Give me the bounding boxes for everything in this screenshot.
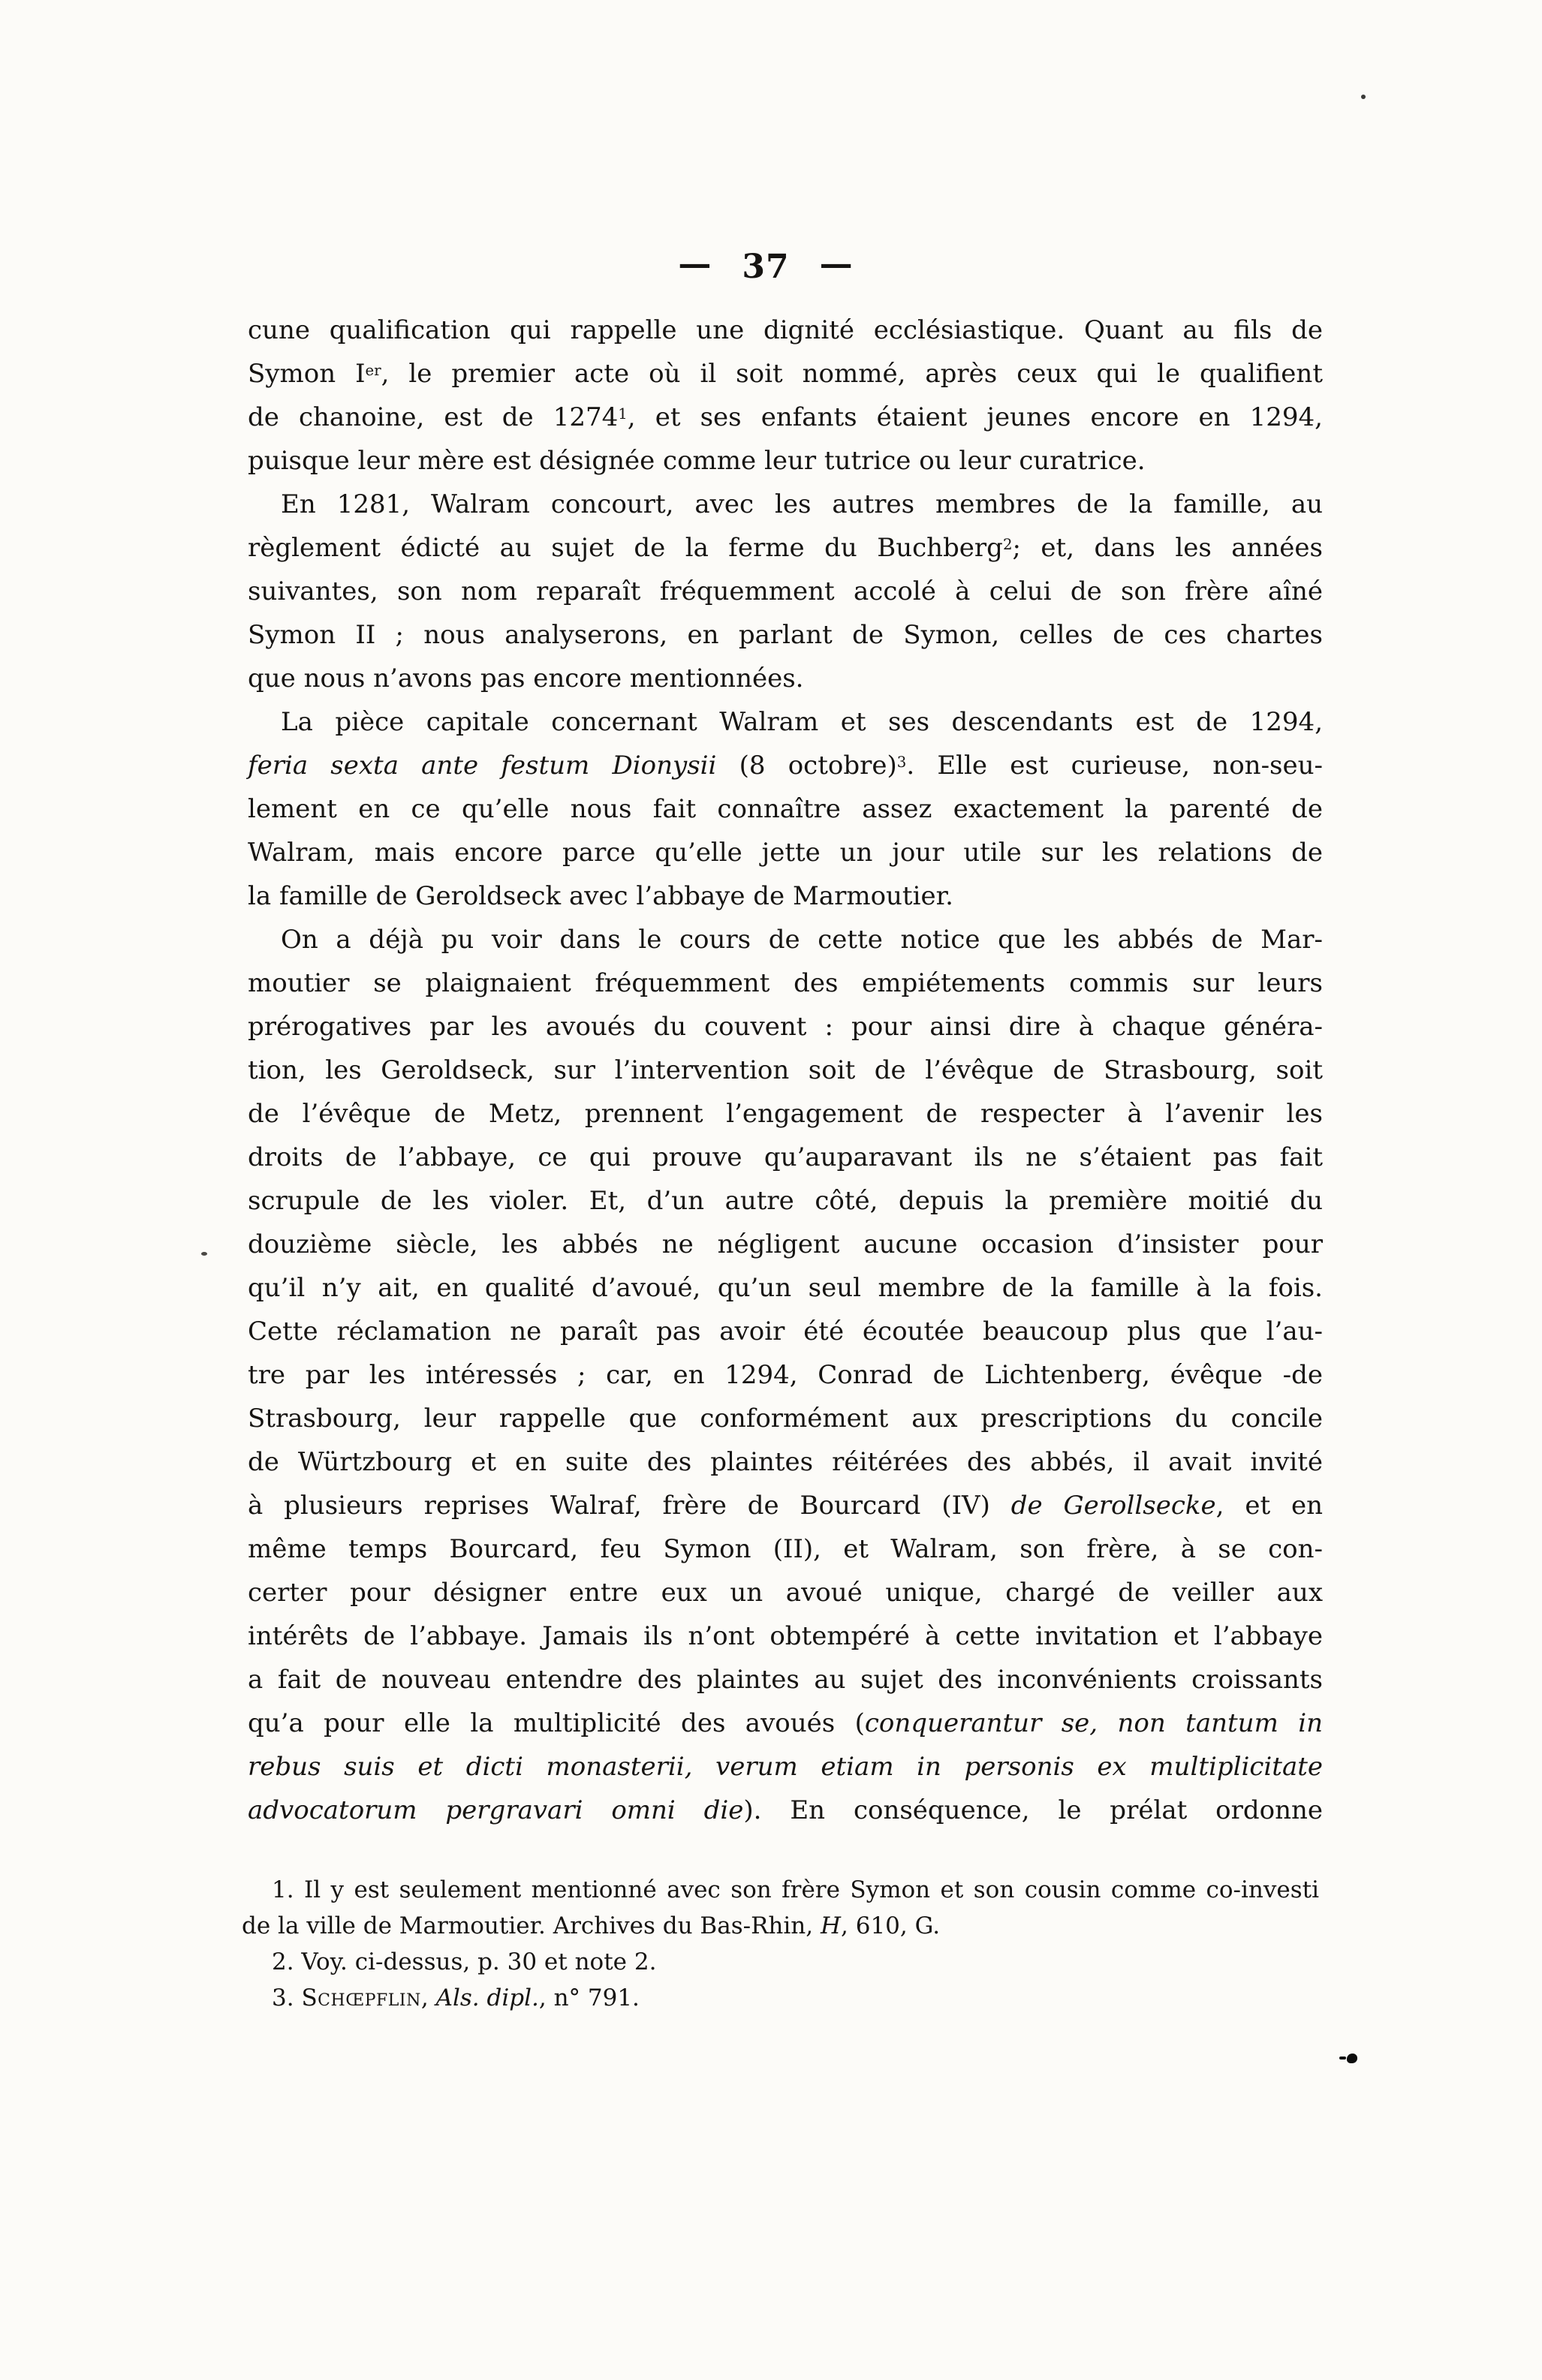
text-line: Walram, mais encore parce qu’elle jette un jour utile sur les relations de [248,838,1323,868]
text-line: Symon Ier, le premier acte où il soit nommé, après ceux qui le qualifient [248,359,1323,389]
text-line: prérogatives par les avoués du couvent : pour ainsi dire à chaque généra- [248,1012,1323,1042]
text-line: Symon II ; nous analyserons, en parlant de Symon, celles de ces chartes [248,620,1323,650]
text-line: qu’a pour elle la multiplicité des avoués (conquerantur se, non tantum in [248,1708,1323,1738]
page-number: 37 [742,248,790,286]
text-line: qu’il n’y ait, en qualité d’avoué, qu’un seul membre de la famille à la fois. [248,1273,1323,1303]
text-line: que nous n’avons pas encore mentionnées. [248,663,804,694]
text-line: de la ville de Marmoutier. Archives du Bas-Rhin, H, 610, G. [242,1912,941,1939]
text-line: On a déjà pu voir dans le cours de cette notice que les abbés de Mar- [281,925,1323,955]
text-line: de chanoine, est de 1274$^1$, et ses enfants étaient jeunes encore en 1294, [248,402,1323,432]
text-line: advocatorum pergravari omni die). En conséquence, le prélat ordonne [248,1795,1323,1825]
page-header [248,245,1284,286]
text-line: En 1281, Walram concourt, avec les autres membres de la famille, au [281,489,1323,519]
text-line: certer pour désigner entre eux un avoué unique, chargé de veiller aux [248,1578,1323,1608]
footnotes [242,1872,1319,2016]
text-line: scrupule de les violer. Et, d’un autre côté, depuis la première moitié du [248,1186,1323,1216]
text-line: cune qualification qui rappelle une dignité ecclésiastique. Quant au fils de [248,315,1323,345]
text-line: 3. Schœpflin, Als. dipl., n° 791. [272,1984,640,2011]
text-line: Strasbourg, leur rappelle que conformément aux prescriptions du concile [248,1404,1323,1434]
text-line: Cette réclamation ne paraît pas avoir été écoutée beaucoup plus que l’au- [248,1316,1323,1346]
text-line: la famille de Geroldseck avec l’abbaye de Marmoutier. [248,881,953,911]
ink-speck-top-right [1361,95,1366,99]
text-line: tion, les Geroldseck, sur l’intervention soit de l’évêque de Strasbourg, soit [248,1055,1323,1085]
text-line: 1. Il y est seulement mentionné avec son frère Symon et son cousin comme co-investi [272,1876,1319,1903]
text-line: lement en ce qu’elle nous fait connaître assez exactement la parenté de [248,794,1323,824]
header-dash-left: — [678,245,712,283]
text-line: de Würtzbourg et en suite des plaintes réitérées des abbés, il avait invité [248,1447,1323,1477]
text-line: de l’évêque de Metz, prennent l’engagement de respecter à l’avenir les [248,1099,1323,1129]
text-line: tre par les intéressés ; car, en 1294, Conrad de Lichtenberg, évêque -de [248,1360,1323,1390]
text-line: rebus suis et dicti monasterii, verum etiam in personis ex multiplicitate [248,1752,1323,1782]
text-line: suivantes, son nom reparaît fréquemment accolé à celui de son frère aîné [248,576,1323,606]
text-line: feria sexta ante festum Dionysii (8 octobre)$^3$. Elle est curieuse, non-seu- [248,751,1324,781]
text-line: intérêts de l’abbaye. Jamais ils n’ont obtempéré à cette invitation et l’abbaye [248,1621,1323,1651]
body-text [248,308,1323,1832]
text-line: a fait de nouveau entendre des plaintes au sujet des inconvénients croissants [248,1665,1323,1695]
text-line: même temps Bourcard, feu Symon (II), et Walram, son frère, à se con- [248,1534,1323,1564]
header-dash-right: — [819,245,854,283]
text-line: La pièce capitale concernant Walram et ses descendants est de 1294, [281,707,1323,737]
ink-blot-bottom-right [1347,2054,1357,2063]
text-line: règlement édicté au sujet de la ferme du Buchberg$^2$; et, dans les années [248,533,1323,563]
text-line: droits de l’abbaye, ce qui prouve qu’auparavant ils ne s’étaient pas fait [248,1142,1323,1172]
text-line: douzième siècle, les abbés ne négligent aucune occasion d’insister pour [248,1229,1323,1259]
text-line: 2. Voy. ci-dessus, p. 30 et note 2. [272,1948,657,1975]
text-line: puisque leur mère est désignée comme leur tutrice ou leur curatrice. [248,446,1146,476]
ink-speck-left-margin [201,1252,207,1256]
text-line: moutier se plaignaient fréquemment des empiétements commis sur leurs [248,968,1323,998]
text-line: à plusieurs reprises Walraf, frère de Bourcard (IV) de Gerollsecke, et en [248,1491,1324,1521]
